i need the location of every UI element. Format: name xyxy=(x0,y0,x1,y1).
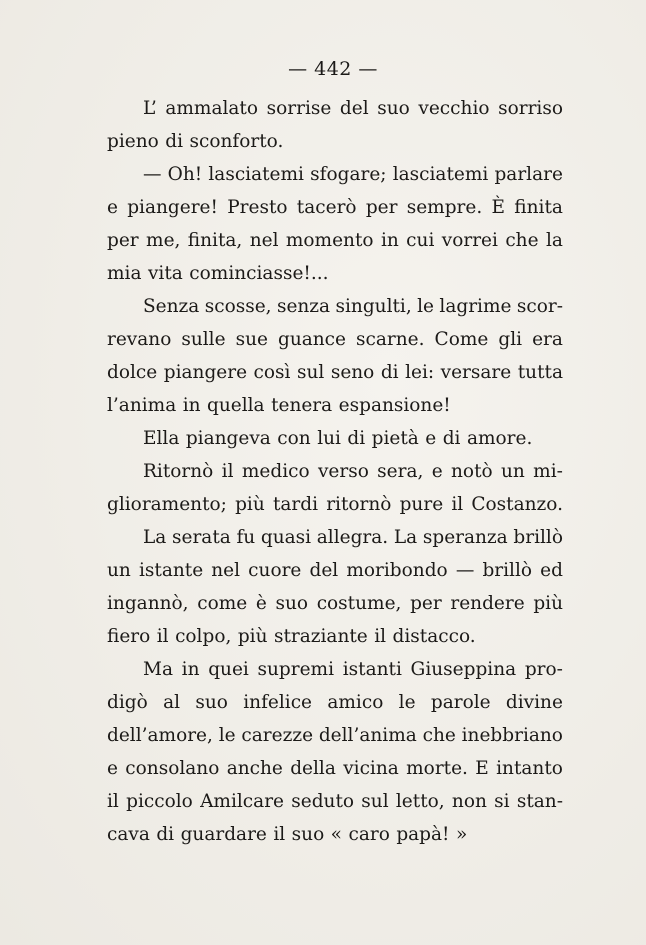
page-number: — 442 — xyxy=(288,58,378,80)
text-line: il piccolo Amilcare seduto sul letto, non si stan- xyxy=(107,791,563,812)
text-line: Ma in quei supremi istanti Giuseppina pro- xyxy=(143,659,563,680)
text-line: glioramento; più tardi ritornò pure il Costanzo. xyxy=(107,494,563,515)
text-line: Ella piangeva con lui di pietà e di amore. xyxy=(143,428,533,449)
text-line: digò al suo infelice amico le parole divine xyxy=(107,692,563,713)
text-line: Senza scosse, senza singulti, le lagrime scor- xyxy=(143,296,563,317)
text-line: ingannò, come è suo costume, per rendere più xyxy=(107,593,563,614)
text-line: mia vita cominciasse!... xyxy=(107,263,329,284)
text-line: cava di guardare il suo « caro papà! » xyxy=(107,824,468,845)
text-line: revano sulle sue guance scarne. Come gli era xyxy=(107,329,563,350)
text-line: e consolano anche della vicina morte. E intanto xyxy=(107,758,563,779)
text-line: un istante nel cuore del moribondo — brillò ed xyxy=(107,560,563,581)
text-line: pieno di sconforto. xyxy=(107,131,284,152)
text-line: dell’amore, le carezze dell’anima che inebbriano xyxy=(107,725,563,746)
body-text xyxy=(107,92,563,851)
text-line: fiero il colpo, più straziante il distacco. xyxy=(107,626,476,647)
text-line: — Oh! lasciatemi sfogare; lasciatemi parlare xyxy=(143,164,563,185)
text-line: dolce piangere così sul seno di lei: versare tutta xyxy=(107,362,563,383)
text-line: L’ ammalato sorrise del suo vecchio sorriso xyxy=(143,98,563,119)
text-line: l’anima in quella tenera espansione! xyxy=(107,395,451,416)
text-line: per me, finita, nel momento in cui vorrei che la xyxy=(107,230,563,251)
text-line: Ritornò il medico verso sera, e notò un mi- xyxy=(143,461,563,482)
text-line: e piangere! Presto tacerò per sempre. È finita xyxy=(107,197,563,218)
text-line: La serata fu quasi allegra. La speranza brillò xyxy=(143,527,563,548)
